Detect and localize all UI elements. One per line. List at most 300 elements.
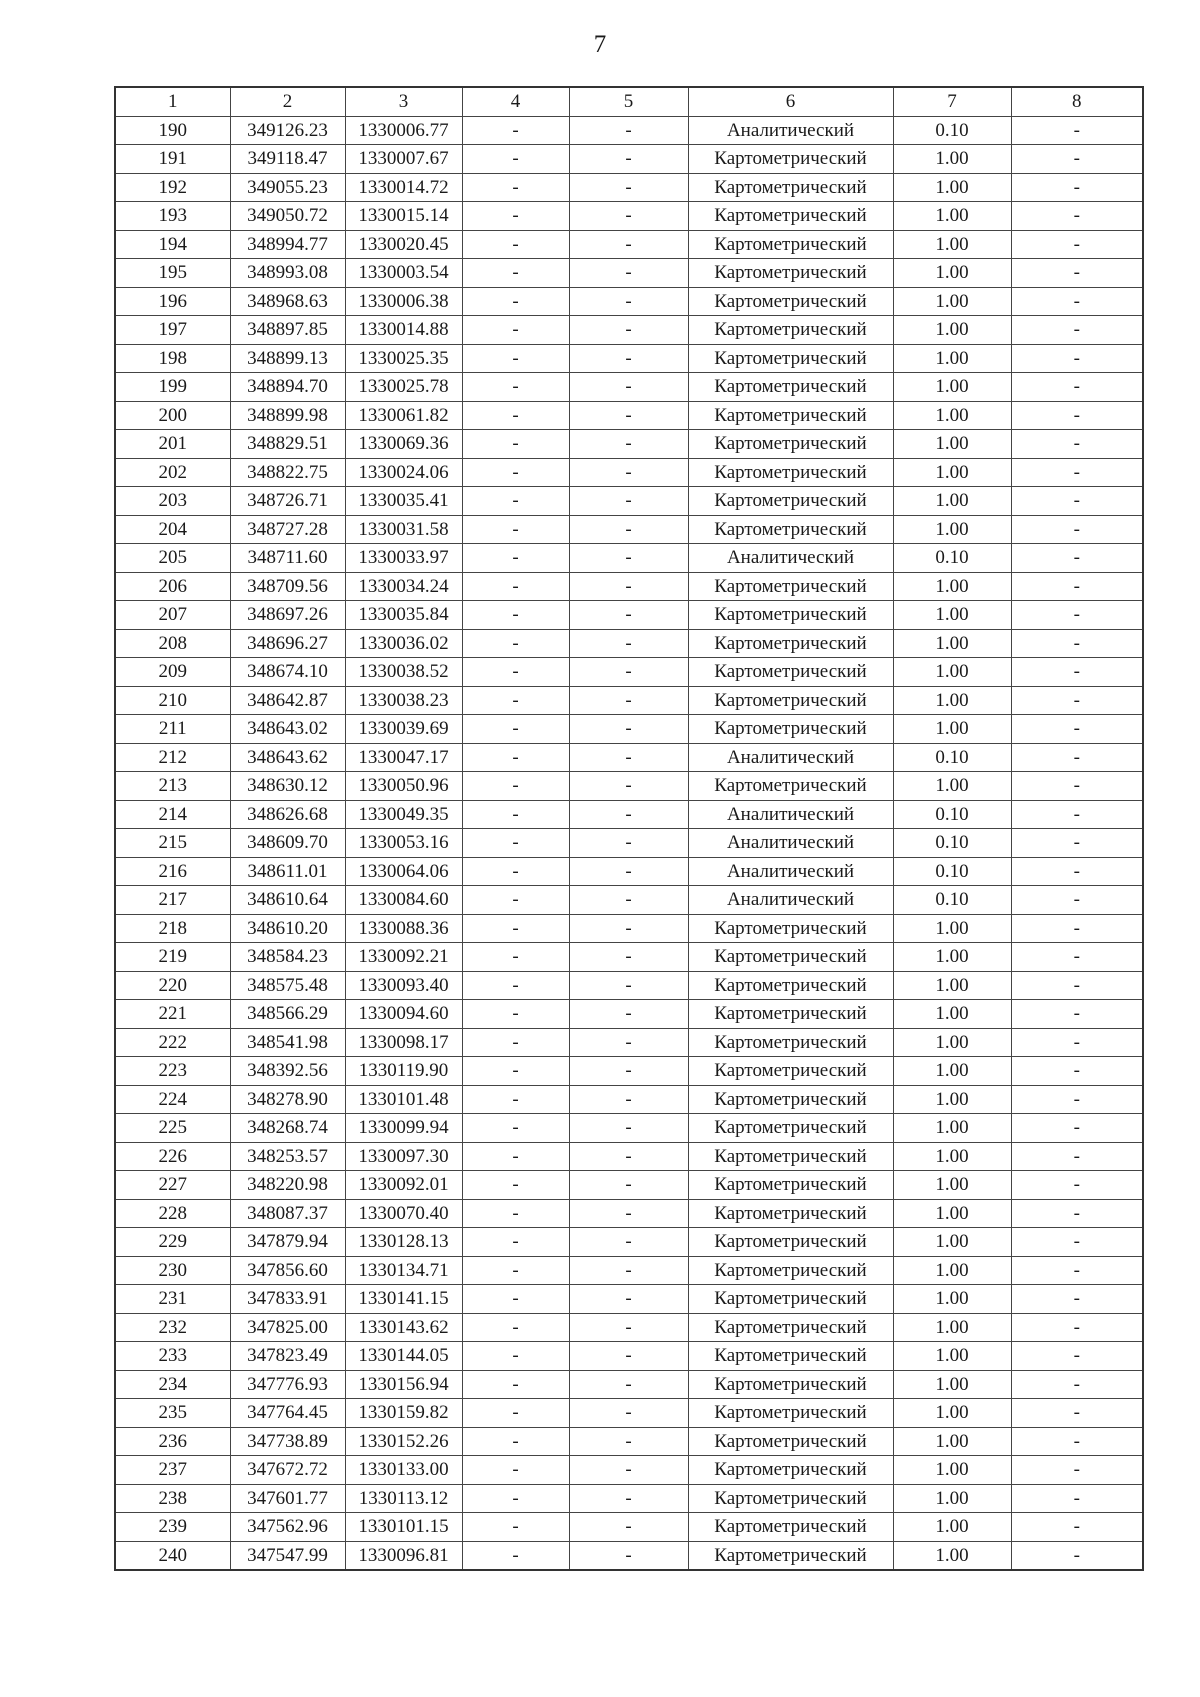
table-row: [115, 373, 1143, 402]
col4-cell: -: [462, 914, 569, 943]
x-coordinate-cell: 348643.62: [230, 743, 345, 772]
y-coordinate-cell: 1330038.52: [345, 658, 462, 687]
point-number-cell: 204: [115, 515, 230, 544]
point-number-cell: 224: [115, 1085, 230, 1114]
col4-cell: -: [462, 1085, 569, 1114]
method-cell: Аналитический: [688, 743, 893, 772]
col8-cell: -: [1011, 1427, 1143, 1456]
method-cell: Картометрический: [688, 772, 893, 801]
table-row: [115, 886, 1143, 915]
table-row: [115, 145, 1143, 174]
x-coordinate-cell: 348897.85: [230, 316, 345, 345]
x-coordinate-cell: 348822.75: [230, 458, 345, 487]
coordinates-table: [114, 86, 1144, 1571]
col4-cell: -: [462, 743, 569, 772]
col4-cell: -: [462, 686, 569, 715]
method-cell: Картометрический: [688, 1313, 893, 1342]
table-row: [115, 173, 1143, 202]
point-number-cell: 190: [115, 116, 230, 145]
table-row: [115, 116, 1143, 145]
col8-cell: -: [1011, 800, 1143, 829]
table-row: [115, 743, 1143, 772]
method-cell: Картометрический: [688, 1228, 893, 1257]
accuracy-cell: 1.00: [893, 1285, 1011, 1314]
y-coordinate-cell: 1330152.26: [345, 1427, 462, 1456]
x-coordinate-cell: 347764.45: [230, 1399, 345, 1428]
accuracy-cell: 1.00: [893, 401, 1011, 430]
col4-cell: -: [462, 1171, 569, 1200]
y-coordinate-cell: 1330099.94: [345, 1114, 462, 1143]
point-number-cell: 201: [115, 430, 230, 459]
method-cell: Картометрический: [688, 1427, 893, 1456]
col5-cell: -: [569, 1171, 688, 1200]
column-header: 6: [688, 87, 893, 116]
method-cell: Картометрический: [688, 487, 893, 516]
x-coordinate-cell: 349055.23: [230, 173, 345, 202]
accuracy-cell: 1.00: [893, 572, 1011, 601]
accuracy-cell: 0.10: [893, 800, 1011, 829]
accuracy-cell: 1.00: [893, 658, 1011, 687]
y-coordinate-cell: 1330070.40: [345, 1199, 462, 1228]
table-row: [115, 914, 1143, 943]
point-number-cell: 202: [115, 458, 230, 487]
table-row: [115, 1427, 1143, 1456]
col4-cell: -: [462, 715, 569, 744]
col4-cell: -: [462, 287, 569, 316]
method-cell: Аналитический: [688, 829, 893, 858]
table-row: [115, 601, 1143, 630]
y-coordinate-cell: 1330039.69: [345, 715, 462, 744]
x-coordinate-cell: 347825.00: [230, 1313, 345, 1342]
x-coordinate-cell: 348268.74: [230, 1114, 345, 1143]
col5-cell: -: [569, 1456, 688, 1485]
x-coordinate-cell: 348994.77: [230, 230, 345, 259]
col8-cell: -: [1011, 1313, 1143, 1342]
col8-cell: -: [1011, 173, 1143, 202]
col8-cell: -: [1011, 601, 1143, 630]
y-coordinate-cell: 1330141.15: [345, 1285, 462, 1314]
col5-cell: -: [569, 544, 688, 573]
method-cell: Картометрический: [688, 202, 893, 231]
table-row: [115, 515, 1143, 544]
point-number-cell: 205: [115, 544, 230, 573]
col5-cell: -: [569, 1342, 688, 1371]
col8-cell: -: [1011, 572, 1143, 601]
point-number-cell: 194: [115, 230, 230, 259]
accuracy-cell: 1.00: [893, 1228, 1011, 1257]
col8-cell: -: [1011, 1456, 1143, 1485]
table-row: [115, 1484, 1143, 1513]
table-row: [115, 1171, 1143, 1200]
x-coordinate-cell: 347562.96: [230, 1513, 345, 1542]
col4-cell: -: [462, 544, 569, 573]
col8-cell: -: [1011, 971, 1143, 1000]
col4-cell: -: [462, 230, 569, 259]
table-row: [115, 287, 1143, 316]
y-coordinate-cell: 1330133.00: [345, 1456, 462, 1485]
col4-cell: -: [462, 1256, 569, 1285]
col8-cell: -: [1011, 401, 1143, 430]
accuracy-cell: 1.00: [893, 430, 1011, 459]
col5-cell: -: [569, 316, 688, 345]
y-coordinate-cell: 1330014.72: [345, 173, 462, 202]
col5-cell: -: [569, 1228, 688, 1257]
col8-cell: -: [1011, 1142, 1143, 1171]
point-number-cell: 199: [115, 373, 230, 402]
col5-cell: -: [569, 1028, 688, 1057]
col5-cell: -: [569, 1114, 688, 1143]
x-coordinate-cell: 349126.23: [230, 116, 345, 145]
table-row: [115, 1313, 1143, 1342]
x-coordinate-cell: 348829.51: [230, 430, 345, 459]
y-coordinate-cell: 1330050.96: [345, 772, 462, 801]
accuracy-cell: 1.00: [893, 487, 1011, 516]
col8-cell: -: [1011, 316, 1143, 345]
col4-cell: -: [462, 1142, 569, 1171]
point-number-cell: 229: [115, 1228, 230, 1257]
accuracy-cell: 1.00: [893, 1085, 1011, 1114]
col8-cell: -: [1011, 1541, 1143, 1570]
x-coordinate-cell: 348726.71: [230, 487, 345, 516]
accuracy-cell: 1.00: [893, 458, 1011, 487]
accuracy-cell: 1.00: [893, 1256, 1011, 1285]
accuracy-cell: 1.00: [893, 686, 1011, 715]
col5-cell: -: [569, 772, 688, 801]
column-header: 4: [462, 87, 569, 116]
table-row: [115, 800, 1143, 829]
table-row: [115, 971, 1143, 1000]
point-number-cell: 221: [115, 1000, 230, 1029]
y-coordinate-cell: 1330007.67: [345, 145, 462, 174]
col5-cell: -: [569, 743, 688, 772]
col5-cell: -: [569, 1313, 688, 1342]
table-row: [115, 857, 1143, 886]
y-coordinate-cell: 1330119.90: [345, 1057, 462, 1086]
y-coordinate-cell: 1330015.14: [345, 202, 462, 231]
table-row: [115, 487, 1143, 516]
col4-cell: -: [462, 886, 569, 915]
col4-cell: -: [462, 344, 569, 373]
col8-cell: -: [1011, 487, 1143, 516]
col5-cell: -: [569, 145, 688, 174]
y-coordinate-cell: 1330064.06: [345, 857, 462, 886]
x-coordinate-cell: 348696.27: [230, 629, 345, 658]
col8-cell: -: [1011, 145, 1143, 174]
col8-cell: -: [1011, 202, 1143, 231]
col8-cell: -: [1011, 1114, 1143, 1143]
x-coordinate-cell: 348899.98: [230, 401, 345, 430]
method-cell: Картометрический: [688, 1057, 893, 1086]
x-coordinate-cell: 347601.77: [230, 1484, 345, 1513]
point-number-cell: 231: [115, 1285, 230, 1314]
accuracy-cell: 1.00: [893, 344, 1011, 373]
col4-cell: -: [462, 1370, 569, 1399]
x-coordinate-cell: 348711.60: [230, 544, 345, 573]
method-cell: Аналитический: [688, 857, 893, 886]
table-row: [115, 658, 1143, 687]
col5-cell: -: [569, 373, 688, 402]
method-cell: Картометрический: [688, 373, 893, 402]
point-number-cell: 227: [115, 1171, 230, 1200]
x-coordinate-cell: 348584.23: [230, 943, 345, 972]
col4-cell: -: [462, 316, 569, 345]
table-row: [115, 1114, 1143, 1143]
y-coordinate-cell: 1330061.82: [345, 401, 462, 430]
y-coordinate-cell: 1330053.16: [345, 829, 462, 858]
col8-cell: -: [1011, 287, 1143, 316]
point-number-cell: 197: [115, 316, 230, 345]
col4-cell: -: [462, 401, 569, 430]
y-coordinate-cell: 1330096.81: [345, 1541, 462, 1570]
col8-cell: -: [1011, 1513, 1143, 1542]
x-coordinate-cell: 347672.72: [230, 1456, 345, 1485]
col4-cell: -: [462, 1028, 569, 1057]
col4-cell: -: [462, 173, 569, 202]
x-coordinate-cell: 347776.93: [230, 1370, 345, 1399]
col4-cell: -: [462, 1313, 569, 1342]
point-number-cell: 230: [115, 1256, 230, 1285]
method-cell: Картометрический: [688, 1142, 893, 1171]
point-number-cell: 219: [115, 943, 230, 972]
table-row: [115, 1456, 1143, 1485]
y-coordinate-cell: 1330006.38: [345, 287, 462, 316]
col4-cell: -: [462, 829, 569, 858]
column-header: 8: [1011, 87, 1143, 116]
table-row: [115, 544, 1143, 573]
col5-cell: -: [569, 1541, 688, 1570]
column-header: 1: [115, 87, 230, 116]
accuracy-cell: 1.00: [893, 230, 1011, 259]
table-header: [115, 87, 1143, 116]
accuracy-cell: 1.00: [893, 287, 1011, 316]
y-coordinate-cell: 1330014.88: [345, 316, 462, 345]
table-row: [115, 943, 1143, 972]
point-number-cell: 203: [115, 487, 230, 516]
accuracy-cell: 1.00: [893, 1513, 1011, 1542]
table-row: [115, 401, 1143, 430]
point-number-cell: 218: [115, 914, 230, 943]
table-row: [115, 344, 1143, 373]
col8-cell: -: [1011, 230, 1143, 259]
point-number-cell: 237: [115, 1456, 230, 1485]
method-cell: Картометрический: [688, 943, 893, 972]
x-coordinate-cell: 348575.48: [230, 971, 345, 1000]
point-number-cell: 238: [115, 1484, 230, 1513]
accuracy-cell: 1.00: [893, 1313, 1011, 1342]
x-coordinate-cell: 348609.70: [230, 829, 345, 858]
col4-cell: -: [462, 259, 569, 288]
method-cell: Картометрический: [688, 1456, 893, 1485]
x-coordinate-cell: 348643.02: [230, 715, 345, 744]
col4-cell: -: [462, 1285, 569, 1314]
point-number-cell: 198: [115, 344, 230, 373]
x-coordinate-cell: 348278.90: [230, 1085, 345, 1114]
method-cell: Картометрический: [688, 601, 893, 630]
col5-cell: -: [569, 230, 688, 259]
accuracy-cell: 0.10: [893, 743, 1011, 772]
column-header: 2: [230, 87, 345, 116]
method-cell: Картометрический: [688, 658, 893, 687]
accuracy-cell: 0.10: [893, 857, 1011, 886]
table-row: [115, 458, 1143, 487]
col8-cell: -: [1011, 914, 1143, 943]
table-row: [115, 572, 1143, 601]
table-row: [115, 1513, 1143, 1542]
col8-cell: -: [1011, 1028, 1143, 1057]
accuracy-cell: 1.00: [893, 601, 1011, 630]
col8-cell: -: [1011, 1370, 1143, 1399]
col8-cell: -: [1011, 743, 1143, 772]
col4-cell: -: [462, 601, 569, 630]
col4-cell: -: [462, 373, 569, 402]
y-coordinate-cell: 1330035.84: [345, 601, 462, 630]
table-row: [115, 1342, 1143, 1371]
point-number-cell: 216: [115, 857, 230, 886]
x-coordinate-cell: 348642.87: [230, 686, 345, 715]
method-cell: Картометрический: [688, 1171, 893, 1200]
x-coordinate-cell: 347738.89: [230, 1427, 345, 1456]
y-coordinate-cell: 1330094.60: [345, 1000, 462, 1029]
col4-cell: -: [462, 629, 569, 658]
x-coordinate-cell: 348968.63: [230, 287, 345, 316]
y-coordinate-cell: 1330092.01: [345, 1171, 462, 1200]
method-cell: Аналитический: [688, 544, 893, 573]
col5-cell: -: [569, 715, 688, 744]
y-coordinate-cell: 1330038.23: [345, 686, 462, 715]
point-number-cell: 207: [115, 601, 230, 630]
method-cell: Картометрический: [688, 287, 893, 316]
accuracy-cell: 0.10: [893, 886, 1011, 915]
col5-cell: -: [569, 202, 688, 231]
accuracy-cell: 1.00: [893, 1000, 1011, 1029]
col5-cell: -: [569, 829, 688, 858]
col4-cell: -: [462, 515, 569, 544]
x-coordinate-cell: 348993.08: [230, 259, 345, 288]
point-number-cell: 195: [115, 259, 230, 288]
x-coordinate-cell: 348392.56: [230, 1057, 345, 1086]
col4-cell: -: [462, 1000, 569, 1029]
x-coordinate-cell: 348253.57: [230, 1142, 345, 1171]
table-row: [115, 1285, 1143, 1314]
table-row: [115, 1256, 1143, 1285]
column-header: 7: [893, 87, 1011, 116]
col8-cell: -: [1011, 515, 1143, 544]
col5-cell: -: [569, 1399, 688, 1428]
table-row: [115, 230, 1143, 259]
col8-cell: -: [1011, 259, 1143, 288]
x-coordinate-cell: 348894.70: [230, 373, 345, 402]
col5-cell: -: [569, 173, 688, 202]
point-number-cell: 232: [115, 1313, 230, 1342]
table-row: [115, 1085, 1143, 1114]
x-coordinate-cell: 348697.26: [230, 601, 345, 630]
y-coordinate-cell: 1330036.02: [345, 629, 462, 658]
y-coordinate-cell: 1330084.60: [345, 886, 462, 915]
accuracy-cell: 1.00: [893, 715, 1011, 744]
table-row: [115, 715, 1143, 744]
point-number-cell: 240: [115, 1541, 230, 1570]
col5-cell: -: [569, 401, 688, 430]
col4-cell: -: [462, 487, 569, 516]
table-row: [115, 1370, 1143, 1399]
method-cell: Картометрический: [688, 1085, 893, 1114]
method-cell: Картометрический: [688, 1513, 893, 1542]
table-row: [115, 430, 1143, 459]
x-coordinate-cell: 347856.60: [230, 1256, 345, 1285]
col5-cell: -: [569, 1513, 688, 1542]
col4-cell: -: [462, 971, 569, 1000]
method-cell: Аналитический: [688, 800, 893, 829]
col5-cell: -: [569, 971, 688, 1000]
col4-cell: -: [462, 658, 569, 687]
method-cell: Картометрический: [688, 430, 893, 459]
x-coordinate-cell: 348630.12: [230, 772, 345, 801]
method-cell: Картометрический: [688, 1484, 893, 1513]
accuracy-cell: 1.00: [893, 1028, 1011, 1057]
accuracy-cell: 1.00: [893, 259, 1011, 288]
col8-cell: -: [1011, 458, 1143, 487]
x-coordinate-cell: 348610.20: [230, 914, 345, 943]
accuracy-cell: 1.00: [893, 943, 1011, 972]
col5-cell: -: [569, 1057, 688, 1086]
accuracy-cell: 1.00: [893, 1171, 1011, 1200]
y-coordinate-cell: 1330156.94: [345, 1370, 462, 1399]
col8-cell: -: [1011, 116, 1143, 145]
col5-cell: -: [569, 458, 688, 487]
col5-cell: -: [569, 1484, 688, 1513]
y-coordinate-cell: 1330159.82: [345, 1399, 462, 1428]
table-row: [115, 829, 1143, 858]
col8-cell: -: [1011, 715, 1143, 744]
method-cell: Картометрический: [688, 1285, 893, 1314]
method-cell: Картометрический: [688, 344, 893, 373]
col4-cell: -: [462, 1114, 569, 1143]
col5-cell: -: [569, 1085, 688, 1114]
y-coordinate-cell: 1330047.17: [345, 743, 462, 772]
col8-cell: -: [1011, 772, 1143, 801]
point-number-cell: 235: [115, 1399, 230, 1428]
point-number-cell: 220: [115, 971, 230, 1000]
y-coordinate-cell: 1330101.48: [345, 1085, 462, 1114]
table-row: [115, 629, 1143, 658]
col8-cell: -: [1011, 344, 1143, 373]
col4-cell: -: [462, 1456, 569, 1485]
accuracy-cell: 1.00: [893, 1484, 1011, 1513]
col4-cell: -: [462, 1541, 569, 1570]
point-number-cell: 192: [115, 173, 230, 202]
table-row: [115, 1028, 1143, 1057]
x-coordinate-cell: 348220.98: [230, 1171, 345, 1200]
method-cell: Картометрический: [688, 1541, 893, 1570]
method-cell: Картометрический: [688, 145, 893, 174]
col5-cell: -: [569, 344, 688, 373]
accuracy-cell: 1.00: [893, 202, 1011, 231]
col5-cell: -: [569, 515, 688, 544]
accuracy-cell: 1.00: [893, 1199, 1011, 1228]
col4-cell: -: [462, 1399, 569, 1428]
accuracy-cell: 1.00: [893, 1114, 1011, 1143]
x-coordinate-cell: 348727.28: [230, 515, 345, 544]
col5-cell: -: [569, 857, 688, 886]
col8-cell: -: [1011, 1399, 1143, 1428]
method-cell: Картометрический: [688, 715, 893, 744]
col4-cell: -: [462, 772, 569, 801]
x-coordinate-cell: 349050.72: [230, 202, 345, 231]
accuracy-cell: 1.00: [893, 1456, 1011, 1485]
column-header: 5: [569, 87, 688, 116]
col5-cell: -: [569, 686, 688, 715]
col5-cell: -: [569, 1256, 688, 1285]
